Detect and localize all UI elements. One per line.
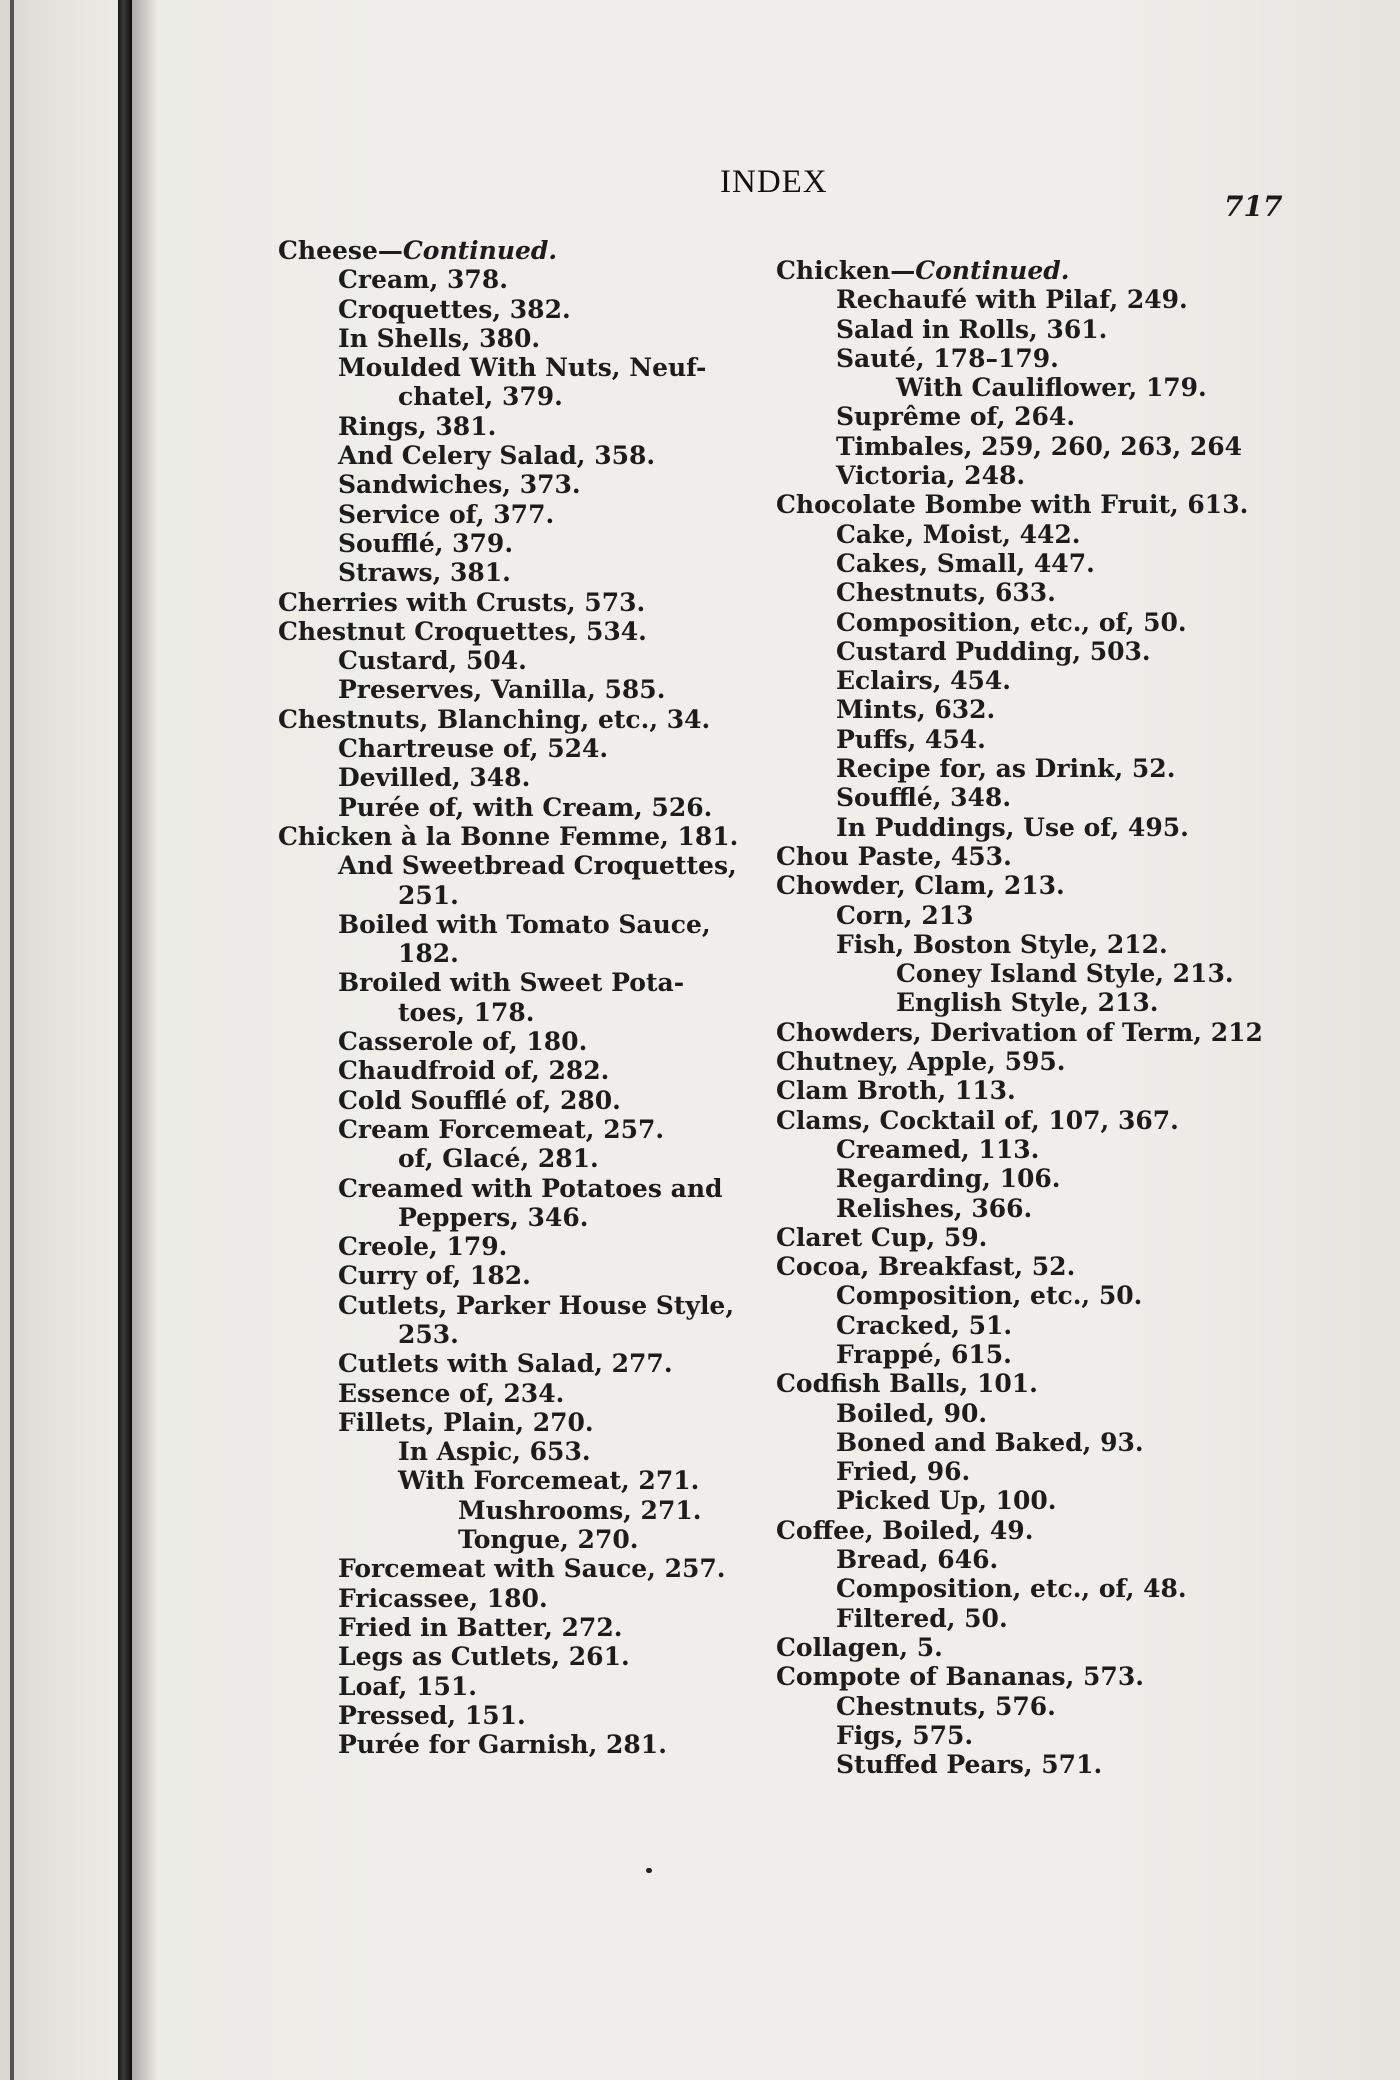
index-entry-text: Corn, 213	[836, 900, 974, 930]
index-entry-text: Cutlets, Parker House Style,	[338, 1290, 735, 1320]
index-entry	[278, 529, 798, 558]
index-entry	[278, 1086, 798, 1115]
index-entry	[278, 1437, 798, 1466]
index-entry	[776, 549, 1296, 578]
index-entry-text: Chowders, Derivation of Term, 212	[776, 1017, 1263, 1047]
index-entry	[278, 265, 798, 294]
index-entry-text: Chocolate Bombe with Fruit, 613.	[776, 490, 1249, 520]
index-entry	[278, 968, 798, 997]
book-spine	[118, 0, 132, 2080]
index-entry	[776, 1457, 1296, 1486]
index-entry-text: Coney Island Style, 213.	[896, 959, 1234, 989]
index-entry	[776, 754, 1296, 783]
index-entry	[278, 881, 798, 910]
index-entry	[278, 1174, 798, 1203]
index-entry-text: Custard Pudding, 503.	[836, 636, 1151, 666]
index-entry	[278, 412, 798, 441]
index-entry-text: Custard, 504.	[338, 646, 527, 676]
index-entry-text: Sauté, 178–179.	[836, 343, 1059, 373]
index-entry	[776, 1223, 1296, 1252]
index-entry	[776, 988, 1296, 1017]
index-entry	[278, 1554, 798, 1583]
index-entry	[278, 441, 798, 470]
index-entry	[776, 1164, 1296, 1193]
index-entry	[278, 1466, 798, 1495]
index-entry	[278, 763, 798, 792]
index-entry-text: Picked Up, 100.	[836, 1486, 1057, 1516]
index-entry	[776, 1692, 1296, 1721]
index-entry	[278, 1291, 798, 1320]
index-entry	[278, 500, 798, 529]
index-entry-text: Soufflé, 379.	[338, 528, 514, 558]
index-entry-text: Straws, 381.	[338, 558, 511, 588]
index-entry-text: In Shells, 380.	[338, 323, 541, 353]
index-entry-text: Curry of, 182.	[338, 1261, 531, 1291]
index-entry-text: Recipe for, as Drink, 52.	[836, 754, 1176, 784]
index-entry	[278, 851, 798, 880]
index-entry	[776, 1311, 1296, 1340]
index-entry-text: Cream, 378.	[338, 265, 508, 295]
index-entry-text: Fricassee, 180.	[338, 1583, 548, 1613]
index-entry-text: Victoria, 248.	[836, 461, 1026, 491]
index-entry	[776, 432, 1296, 461]
index-entry	[278, 1027, 798, 1056]
index-entry-text: Bread, 646.	[836, 1545, 999, 1575]
index-entry	[278, 1144, 798, 1173]
index-entry-text: Puffs, 454.	[836, 724, 986, 754]
index-entry	[278, 1672, 798, 1701]
index-entry-text: Collagen, 5.	[776, 1632, 943, 1662]
page-header: INDEX	[720, 164, 828, 200]
index-entry-text: Chestnuts, Blanching, etc., 34.	[278, 704, 711, 734]
index-entry-text: Compote of Bananas, 573.	[776, 1662, 1144, 1692]
index-entry-text: Moulded With Nuts, Neuf-	[338, 353, 707, 383]
index-entry-text: Cocoa, Breakfast, 52.	[776, 1252, 1076, 1282]
index-entry	[278, 295, 798, 324]
index-entry-text: Service of, 377.	[338, 499, 555, 529]
index-entry	[776, 1574, 1296, 1603]
index-entry-text: Chicken—	[776, 256, 916, 285]
index-entry	[278, 236, 798, 265]
index-entry-text: Boiled with Tomato Sauce,	[338, 909, 711, 939]
index-entry	[776, 1106, 1296, 1135]
index-entry	[278, 734, 798, 763]
index-column-right	[776, 256, 1296, 1779]
index-entry	[776, 930, 1296, 959]
index-entry	[776, 783, 1296, 812]
index-entry-text: Forcemeat with Sauce, 257.	[338, 1554, 726, 1584]
index-entry	[776, 578, 1296, 607]
index-entry	[278, 1642, 798, 1671]
index-entry-text: Boiled, 90.	[836, 1398, 988, 1428]
index-entry-text: Mints, 632.	[836, 695, 996, 725]
index-entry-text: Cherries with Crusts, 573.	[278, 587, 646, 617]
index-entry-text: Cracked, 51.	[836, 1310, 1013, 1340]
index-entry	[776, 1369, 1296, 1398]
index-entry	[278, 998, 798, 1027]
index-entry-text: Rechaufé with Pilaf, 249.	[836, 285, 1188, 315]
index-entry-text: Devilled, 348.	[338, 763, 531, 793]
index-entry-text: Creole, 179.	[338, 1232, 508, 1262]
index-entry	[278, 617, 798, 646]
index-entry-text: Codfish Balls, 101.	[776, 1369, 1038, 1399]
index-entry-text: English Style, 213.	[896, 988, 1159, 1018]
index-entry	[776, 490, 1296, 519]
index-entry	[776, 256, 1296, 285]
index-entry	[776, 1662, 1296, 1691]
index-entry-text: Fried, 96.	[836, 1457, 971, 1487]
index-entry-text: Filtered, 50.	[836, 1603, 1008, 1633]
index-entry-text: Chutney, Apple, 595.	[776, 1047, 1066, 1077]
index-entry-text: Pressed, 151.	[338, 1700, 526, 1730]
index-entry	[776, 842, 1296, 871]
index-entry-text: 182.	[398, 939, 459, 969]
index-entry	[776, 1428, 1296, 1457]
index-entry-text: Cold Soufflé of, 280.	[338, 1085, 621, 1115]
index-entry	[278, 1408, 798, 1437]
spine-shadow	[132, 0, 158, 2080]
index-entry-text: Salad in Rolls, 361.	[836, 314, 1108, 344]
index-entry-text: Composition, etc., 50.	[836, 1281, 1143, 1311]
index-entry-text: toes, 178.	[398, 997, 535, 1027]
index-entry-text: Cake, Moist, 442.	[836, 519, 1081, 549]
index-entry	[776, 1018, 1296, 1047]
index-entry	[278, 1730, 798, 1759]
index-entry	[776, 315, 1296, 344]
index-entry-text: Soufflé, 348.	[836, 783, 1012, 813]
index-entry	[776, 520, 1296, 549]
index-entry	[776, 959, 1296, 988]
index-entry-text: Purée for Garnish, 281.	[338, 1730, 667, 1760]
index-entry-text: 251.	[398, 880, 459, 910]
index-entry-text: Chou Paste, 453.	[776, 841, 1012, 871]
index-entry-text: Fillets, Plain, 270.	[338, 1407, 594, 1437]
index-entry-text: Preserves, Vanilla, 585.	[338, 675, 666, 705]
index-entry	[278, 324, 798, 353]
index-entry	[776, 1194, 1296, 1223]
index-entry-text: Clam Broth, 113.	[776, 1076, 1016, 1106]
index-entry-text: Regarding, 106.	[836, 1164, 1061, 1194]
index-entry-text: Cheese—	[278, 236, 403, 265]
index-entry-text: Essence of, 234.	[338, 1378, 565, 1408]
index-entry-text: Composition, etc., of, 50.	[836, 607, 1187, 637]
index-entry	[278, 588, 798, 617]
index-entry	[278, 1261, 798, 1290]
index-entry-text: Croquettes, 382.	[338, 294, 571, 324]
index-entry	[776, 1721, 1296, 1750]
index-entry-text: Cutlets with Salad, 277.	[338, 1349, 673, 1379]
index-entry-text: Suprême of, 264.	[836, 402, 1076, 432]
index-entry-text: Chartreuse of, 524.	[338, 734, 609, 764]
index-column-left	[278, 236, 798, 1759]
index-entry	[278, 1613, 798, 1642]
index-entry	[278, 939, 798, 968]
index-entry	[278, 822, 798, 851]
index-entry-text: Chestnuts, 633.	[836, 578, 1056, 608]
index-entry-text: Claret Cup, 59.	[776, 1222, 988, 1252]
index-entry-text: With Forcemeat, 271.	[398, 1466, 700, 1496]
index-entry	[776, 1633, 1296, 1662]
index-entry	[776, 666, 1296, 695]
index-entry	[776, 1486, 1296, 1515]
index-entry-text: Casserole of, 180.	[338, 1027, 588, 1057]
index-entry	[278, 646, 798, 675]
page-number: 717	[1224, 190, 1283, 223]
index-entry-text: In Aspic, 653.	[398, 1437, 591, 1467]
index-entry	[278, 353, 798, 382]
index-entry	[776, 637, 1296, 666]
index-entry	[776, 901, 1296, 930]
index-entry-text: Loaf, 151.	[338, 1671, 477, 1701]
index-entry	[278, 1232, 798, 1261]
index-entry-text: Mushrooms, 271.	[458, 1495, 702, 1525]
index-entry-text: Fish, Boston Style, 212.	[836, 929, 1168, 959]
index-entry	[776, 871, 1296, 900]
index-entry-text: Cakes, Small, 447.	[836, 548, 1095, 578]
index-entry	[278, 382, 798, 411]
index-entry	[776, 1076, 1296, 1105]
index-entry-text: And Sweetbread Croquettes,	[338, 851, 737, 881]
index-entry-text: Fried in Batter, 272.	[338, 1612, 623, 1642]
index-entry	[776, 402, 1296, 431]
index-entry	[278, 1496, 798, 1525]
index-entry-text: Creamed, 113.	[836, 1134, 1040, 1164]
index-entry-text: Chicken à la Bonne Femme, 181.	[278, 821, 739, 851]
index-entry-text: Timbales, 259, 260, 263, 264	[836, 431, 1243, 461]
index-entry	[776, 813, 1296, 842]
index-entry	[776, 461, 1296, 490]
index-entry-text: Legs as Cutlets, 261.	[338, 1642, 630, 1672]
index-entry-text: Sandwiches, 373.	[338, 470, 581, 500]
index-entry-text: Tongue, 270.	[458, 1525, 639, 1555]
index-entry-text: 253.	[398, 1319, 459, 1349]
page-edge	[10, 0, 14, 2080]
index-entry	[776, 1340, 1296, 1369]
index-entry	[776, 285, 1296, 314]
index-entry-text: And Celery Salad, 358.	[338, 441, 656, 471]
index-entry-text: Chowder, Clam, 213.	[776, 871, 1065, 901]
index-entry	[278, 470, 798, 499]
index-entry	[776, 608, 1296, 637]
index-entry	[278, 1320, 798, 1349]
index-entry-text: Stuffed Pears, 571.	[836, 1750, 1103, 1780]
index-entry	[776, 1135, 1296, 1164]
index-entry-text: Peppers, 346.	[398, 1202, 589, 1232]
index-entry	[278, 558, 798, 587]
index-entry	[776, 1281, 1296, 1310]
index-entry	[776, 725, 1296, 754]
continued-label: Continued.	[915, 256, 1070, 285]
index-entry	[776, 1516, 1296, 1545]
index-entry-text: chatel, 379.	[398, 382, 563, 412]
index-entry	[776, 373, 1296, 402]
index-entry	[776, 344, 1296, 373]
index-entry-text: Relishes, 366.	[836, 1193, 1033, 1223]
index-entry	[278, 705, 798, 734]
index-entry	[278, 675, 798, 704]
index-entry-text: With Cauliflower, 179.	[896, 373, 1207, 403]
index-entry-text: Clams, Cocktail of, 107, 367.	[776, 1105, 1179, 1135]
index-entry	[278, 1379, 798, 1408]
index-entry	[278, 1115, 798, 1144]
index-entry	[278, 1584, 798, 1613]
index-entry	[278, 1203, 798, 1232]
index-entry	[776, 1047, 1296, 1076]
index-entry	[776, 1252, 1296, 1281]
index-entry	[776, 695, 1296, 724]
index-entry-text: Purée of, with Cream, 526.	[338, 792, 713, 822]
index-entry-text: Boned and Baked, 93.	[836, 1427, 1144, 1457]
index-entry	[278, 1525, 798, 1554]
index-entry	[776, 1545, 1296, 1574]
continued-label: Continued.	[402, 236, 558, 265]
index-entry-text: of, Glacé, 281.	[398, 1144, 599, 1174]
index-entry-text: Frappé, 615.	[836, 1339, 1012, 1369]
printer-mark	[646, 1868, 652, 1873]
index-entry	[776, 1399, 1296, 1428]
index-entry-text: In Puddings, Use of, 495.	[836, 812, 1189, 842]
index-entry-text: Coffee, Boiled, 49.	[776, 1515, 1034, 1545]
index-entry-text: Composition, etc., of, 48.	[836, 1574, 1187, 1604]
index-entry-text: Chestnuts, 576.	[836, 1691, 1056, 1721]
index-entry	[278, 793, 798, 822]
index-entry-text: Creamed with Potatoes and	[338, 1173, 723, 1203]
index-entry	[278, 1349, 798, 1378]
index-entry	[278, 1056, 798, 1085]
index-entry-text: Chestnut Croquettes, 534.	[278, 616, 647, 646]
index-entry	[278, 1701, 798, 1730]
index-entry	[776, 1604, 1296, 1633]
index-entry-text: Broiled with Sweet Pota-	[338, 968, 685, 998]
index-entry-text: Eclairs, 454.	[836, 666, 1012, 696]
index-entry	[278, 910, 798, 939]
index-entry-text: Cream Forcemeat, 257.	[338, 1114, 665, 1144]
index-entry-text: Figs, 575.	[836, 1720, 974, 1750]
index-entry-text: Rings, 381.	[338, 411, 497, 441]
index-entry	[776, 1750, 1296, 1779]
index-entry-text: Chaudfroid of, 282.	[338, 1056, 610, 1086]
